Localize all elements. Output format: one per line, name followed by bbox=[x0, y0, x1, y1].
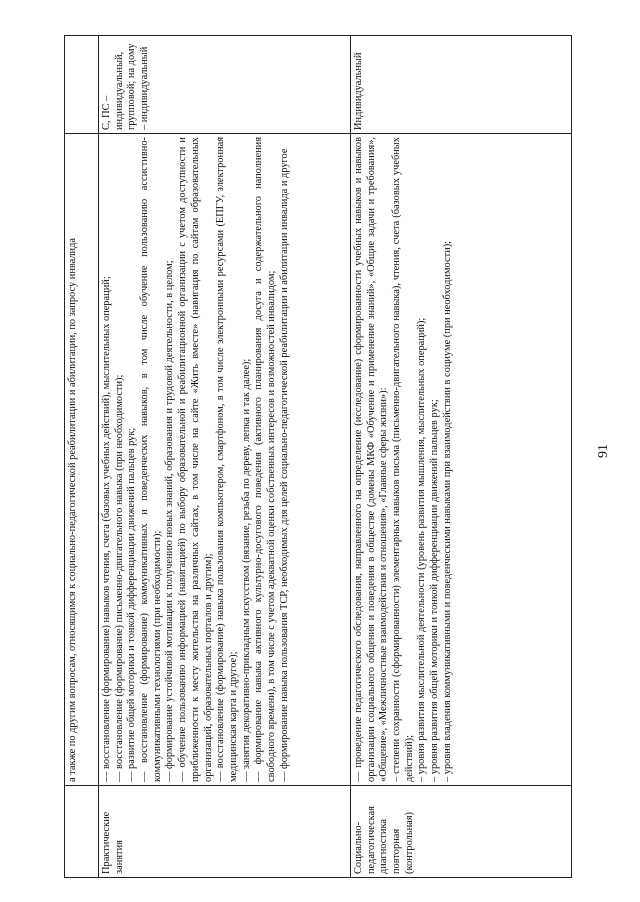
table-row bbox=[99, 36, 351, 878]
content-paragraph: — развитие общей моторики и тонкой дифференциации движений пальцев рук; bbox=[126, 427, 138, 782]
content-paragraph: — формирование навыка пользования ТСР, необходимых для целей социально-педагогической реабилитации и абилитации инвалида и другое bbox=[278, 148, 290, 782]
table-row bbox=[351, 36, 572, 878]
form-cell: С, ПС – индивидуальный, групповой; на дому – индивидуальный bbox=[99, 36, 351, 134]
form-cell: Индивидуальный bbox=[351, 36, 572, 134]
page-number: 91 bbox=[596, 444, 611, 458]
section-cell: Социально-педагогическая диагностика повторная (контрольная) bbox=[351, 786, 572, 878]
content-paragraph: — восстановление (формирование) письменно-двигательного навыка (при необходимости); bbox=[113, 374, 125, 782]
content-paragraph: — обучение пользованию информацией (навигацией) по выбору образовательной и реабилитационной организации с учетом доступности и приближенности к месту жительства на различных сайтах, в том числе на сайте «Жить вместе» (навигация по сайтам образовательных организаций, образовательных порталов и другим); bbox=[177, 137, 214, 782]
content-paragraph: — восстановление (формирование) навыка пользования компьютером, смартфоном, в том числе электронными ресурсами (ЕПГУ, электронная медицинская карта и другое); bbox=[215, 137, 239, 782]
content-paragraph: – уровня владения коммуникативными и поведенческими навыками при взаимодействии в социуме (при необходимости); bbox=[441, 240, 453, 782]
section-cell: Практические занятия bbox=[99, 786, 351, 878]
content-cell bbox=[99, 134, 351, 786]
content-paragraph: а также по другим вопросам, относящимся к социально-педагогической реабилитации и абилитации, по запросу инвалида bbox=[67, 238, 78, 782]
content-paragraph: – уровня развития мыслительной деятельности (уровень развития мышления, мыслительных операций); bbox=[416, 317, 428, 782]
form-cell bbox=[65, 36, 99, 134]
content-paragraph: — формирование навыка активного культурно-досугового поведения (активного планирования досуга и содержательного наполнения свободного времени), в том числе с учетом адекватной оценки собственных интересов и возможностей инвалидом; bbox=[253, 137, 277, 782]
rehabilitation-table bbox=[64, 35, 572, 878]
content-paragraph: — проведение педагогического обследования, направленного на определение (исследование) сформированности учебных навыков и навыков организации социального общения и поведения в обществе (домены МКФ «Обучение и применение знаний», «Общие задачи и требования», «Общение», «Межличностные взаимодействия и отношения», «Главные сферы жизни»): bbox=[353, 137, 390, 782]
table-row bbox=[65, 36, 99, 878]
content-paragraph: – степени сохранности (сформированности) элементарных навыков письма (письменно-двигательного навыка), чтения, счета (базовых учебных действий); bbox=[391, 137, 415, 782]
content-paragraph: — восстановление (формирование) навыков чтения, счета (базовых учебных действий), мыслительных операций; bbox=[101, 276, 112, 782]
content-paragraph: — занятия декоративно-прикладным искусством (вязание, резьба по дереву, лепка и так далее); bbox=[240, 358, 252, 782]
content-paragraph: – уровня развития общей моторики и тонкой дифференциации движений пальцев рук; bbox=[429, 399, 441, 782]
section-cell bbox=[65, 786, 99, 878]
content-cell bbox=[351, 134, 572, 786]
content-cell bbox=[65, 134, 99, 786]
content-paragraph: — формирование устойчивой мотивации к получению новых знаний, образования и трудовой деятельности, в целом; bbox=[164, 260, 176, 782]
content-paragraph: — восстановление (формирование) коммуникативных и поведенческих навыков, в том числе обучение пользованию ассистивно-коммуникативными технологиями (при необходимости); bbox=[139, 137, 163, 782]
